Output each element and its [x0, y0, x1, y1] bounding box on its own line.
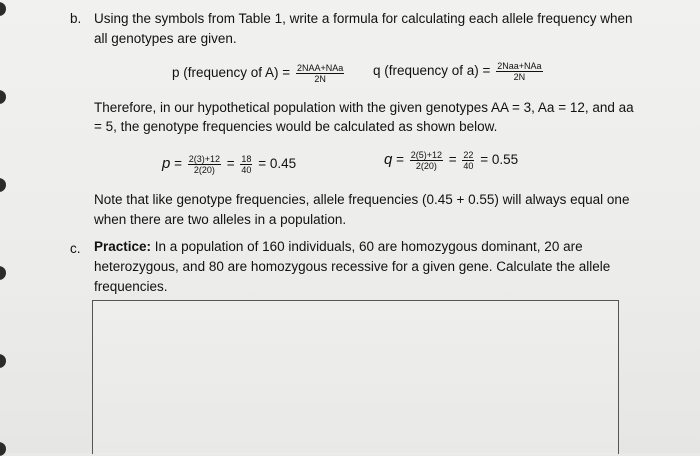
formula-q-label: q (frequency of a) =	[373, 63, 491, 79]
calc-p-var: p	[162, 155, 171, 173]
calc-p-numerator: 2(3)+12	[188, 154, 221, 164]
part-c-line-2: heterozygous, and 80 are homozygous recessive for a given gene. Calculate the allele	[94, 259, 611, 274]
formula-p-label: p (frequency of A) =	[172, 65, 291, 81]
formula-p-denominator: 2N	[314, 74, 326, 84]
calc-q-result: = 0.55	[480, 152, 519, 168]
calc-q-fraction	[410, 150, 443, 171]
calc-p-denominator: 2(20)	[193, 165, 215, 175]
note-line-1: Note that like genotype frequencies, allele frequencies (0.45 + 0.55) will always equal one	[94, 192, 630, 207]
calc-q-fraction-2	[462, 150, 474, 171]
calc-q-denominator: 2(20)	[415, 161, 437, 171]
formula-p-numerator: 2NAA+NAa	[296, 63, 344, 73]
calc-q: q = $\frac{2(5)+12}{2(20)}$ = $\frac{22}{40}$ = 0.55	[384, 150, 519, 171]
part-b-line-2: all genotypes are given.	[94, 31, 237, 46]
therefore-line-2: = 5, the genotype frequencies would be calculated as shown below.	[94, 119, 498, 134]
calc-p-result: = 0.45	[258, 156, 297, 172]
note-line-2: when there are two alleles in a population.	[94, 212, 347, 227]
formula-q-fraction	[496, 61, 542, 82]
formula-p	[172, 63, 346, 84]
calc-p-fraction	[188, 154, 221, 175]
calc-p-numerator-2: 18	[241, 154, 252, 164]
part-c-line-3: frequencies.	[94, 279, 168, 294]
part-c-line-1	[94, 238, 583, 255]
binder-hole	[0, 266, 6, 280]
part-b-line-1: Using the symbols from Table 1, write a formula for calculating each allele frequency when	[94, 11, 633, 26]
part-c-marker: c.	[70, 241, 81, 256]
part-c-line-1-text: In a population of 160 individuals, 60 are homozygous dominant, 20 are	[151, 239, 583, 254]
binder-hole	[0, 90, 6, 104]
calc-p-denominator-2: 40	[241, 165, 252, 175]
calc-q-denominator-2: 40	[463, 161, 474, 171]
binder-hole	[0, 354, 6, 368]
calc-q-numerator: 2(5)+12	[410, 150, 443, 160]
binder-holes	[0, 0, 6, 453]
calc-p-fraction-2	[240, 154, 252, 175]
calc-p: p = $\frac{2(3)+12}{2(20)}$ = $\frac{18}{40}$ = 0.45	[162, 154, 297, 175]
part-b-marker: b.	[70, 11, 82, 26]
therefore-line-1: Therefore, in our hypothetical population with the given genotypes AA = 3, Aa = 12, and aa	[94, 100, 634, 115]
calc-q-var: q	[384, 151, 393, 169]
calc-q-numerator-2: 22	[463, 150, 474, 160]
practice-label: Practice:	[94, 239, 152, 254]
formula-p-fraction	[296, 63, 344, 84]
binder-hole	[0, 442, 6, 456]
formula-q-numerator: 2Naa+NAa	[497, 61, 542, 71]
binder-hole	[0, 2, 6, 16]
formula-q-denominator: 2N	[513, 72, 526, 82]
answer-box[interactable]	[92, 300, 619, 454]
binder-hole	[0, 178, 6, 192]
formula-q	[373, 61, 545, 82]
